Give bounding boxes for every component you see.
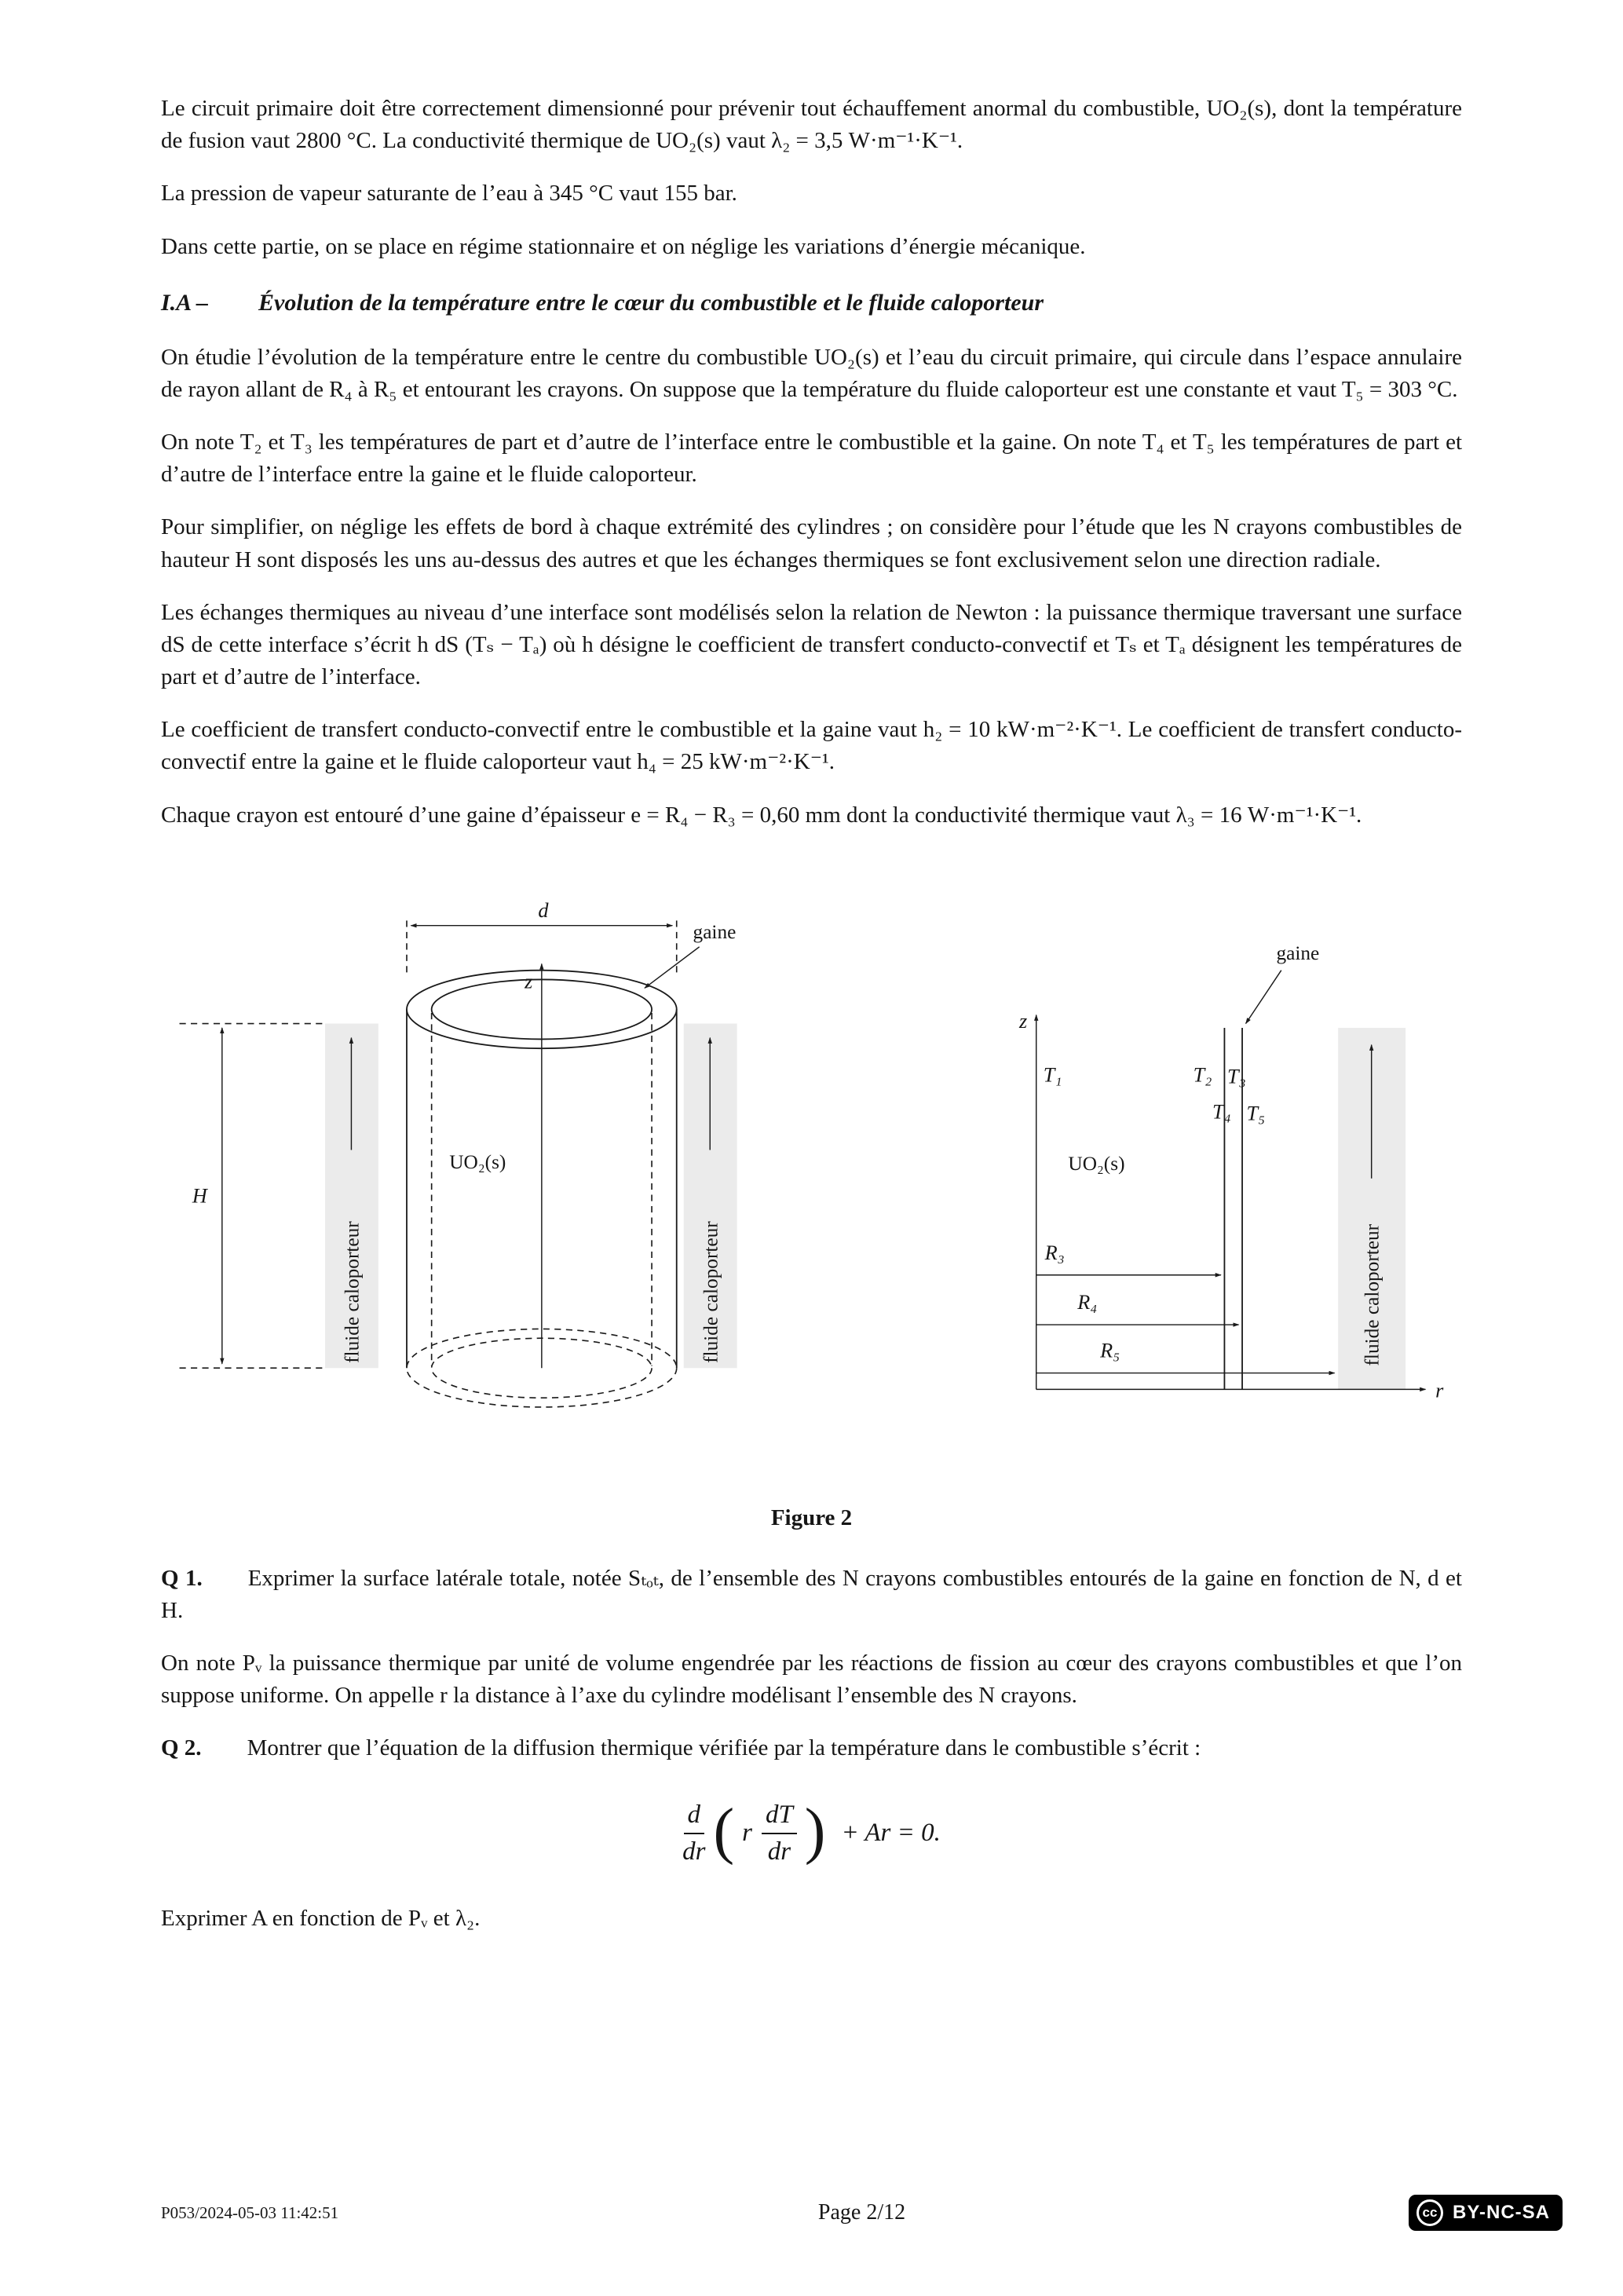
diameter-dimension (407, 899, 677, 974)
license-badge (1409, 2195, 1563, 2231)
fraction-numerator: d (684, 1800, 705, 1834)
z-axis (524, 963, 542, 1368)
z-axis-label: z (1018, 1009, 1027, 1033)
temperature-T2-label: T₂ (1193, 1063, 1212, 1087)
radius-R5-label: R₅ (1099, 1339, 1120, 1362)
paragraph-saturation-pressure: La pression de vapeur saturante de l’eau à 345 °C vaut 155 bar. (161, 181, 737, 207)
section-title: Évolution de la température entre le cœur du combustible et le fluide caloporteur (258, 289, 1044, 316)
question-1 (161, 1563, 1462, 1627)
r-variable: r (742, 1819, 752, 1848)
diameter-label: d (538, 898, 549, 922)
paragraph-temperature-study: On étudie l’évolution de la température entre le centre du combustible UO₂(s) et l’eau du circuit primaire, qui circule dans l’espace annulaire de rayon allant de R₄ à R₅ et entourant les crayons. On suppose que la température du fluide caloporteur est une constante et vaut T₅ = 303 °C. (161, 344, 1462, 402)
figure (94, 858, 1462, 1494)
question-2 (161, 1732, 1462, 1764)
radius-R4 (1036, 1291, 1238, 1325)
coolant-label-right: fluide caloporteur (700, 1221, 722, 1363)
coolant-label-left: fluide caloporteur (341, 1221, 364, 1363)
document-stamp: P053/2024-05-03 11:42:51 (161, 2203, 339, 2222)
figure-caption: Figure 2 (770, 1504, 853, 1530)
fuel-label: UO₂(s) (449, 1150, 506, 1173)
license-label: BY-NC-SA (1452, 2202, 1550, 2223)
equation-tail: + Ar = 0. (841, 1819, 941, 1848)
page-number: Page 2/12 (817, 2200, 906, 2225)
paragraph-newton-relation: Les échanges thermiques au niveau d’une interface sont modélisés selon la relation de Newton : la puissance thermique traversant une surface dS de cette interface s’écrit h dS (Tₛ − Tₐ) où h désigne le coefficient de transfert conducto-convectif et Tₛ et Tₐ désignent les températures de part et d’autre de l’interface. (161, 599, 1462, 690)
cladding-pointer (645, 921, 736, 988)
coolant-label: fluide caloporteur (1361, 1223, 1384, 1366)
coolant-band (1338, 1028, 1406, 1389)
diffusion-equation (161, 1796, 1462, 1867)
paragraph-power-density: On note Pᵥ la puissance thermique par unité de volume engendrée par les réactions de fission au cœur des crayons combustibles et que l’on suppose uniforme. On appelle r la distance à l’axe du cylindre modélisant l’ensemble des N crayons. (161, 1651, 1462, 1709)
figure-right-radial-diagram (923, 858, 1462, 1494)
section-number: I.A – (161, 289, 209, 316)
paragraph-transfer-coefficients: Le coefficient de transfert conducto-convectif entre le combustible et la gaine vaut h₂ = 10 kW·m⁻²·K⁻¹. Le coefficient de transfert conducto-convectif entre la gaine et le fluide caloporteur vaut h₄ = 25 kW·m⁻²·K⁻¹. (161, 717, 1462, 775)
figure-left-cylinder-diagram (94, 858, 805, 1494)
temperature-derivative-fraction (762, 1800, 797, 1867)
question-2-label: Q 2. (161, 1735, 202, 1761)
fraction-denominator: dr (767, 1837, 791, 1866)
height-label: H (192, 1184, 207, 1208)
cladding-label: gaine (693, 920, 737, 943)
section-heading (161, 290, 1462, 316)
paragraph-radial-assumption: Pour simplifier, on néglige les effets de bord à chaque extrémité des cylindres ; on considère pour l’étude que les N crayons combustibles de hauteur H sont disposés les uns au-dessus des autres et que les échanges thermiques se font exclusivement selon une direction radiale. (161, 514, 1462, 572)
fuel-label: UO₂(s) (1067, 1152, 1125, 1175)
paragraph-cladding: Chaque crayon est entouré d’une gaine d’épaisseur e = R₄ − R₃ = 0,60 mm dont la conductivité thermique vaut λ₃ = 16 W·m⁻¹·K⁻¹. (161, 802, 1362, 828)
radius-R4-label: R₄ (1077, 1290, 1097, 1314)
radius-R3 (1036, 1241, 1220, 1275)
z-axis (1018, 1010, 1036, 1389)
radius-R5 (1036, 1339, 1334, 1373)
r-axis-label: r (1435, 1379, 1443, 1402)
paragraph-interface-temperatures: On note T₂ et T₃ les températures de part et d’autre de l’interface entre le combustible et la gaine. On note T₄ et T₅ les températures de part et d’autre de l’interface entre la gaine et le fluide caloporteur. (161, 430, 1462, 488)
question-2-text: Montrer que l’équation de la diffusion thermique vérifiée par la température dans le combustible s’écrit : (247, 1735, 1201, 1761)
coolant-band-right (684, 1023, 737, 1368)
temperature-T4-label: T₄ (1212, 1100, 1231, 1124)
radius-R3-label: R₃ (1044, 1241, 1065, 1264)
coolant-band-left (325, 1023, 378, 1368)
z-axis-label: z (525, 970, 533, 993)
temperature-T3-label: T₃ (1226, 1065, 1246, 1088)
open-paren: ( (713, 1796, 735, 1866)
fraction-denominator: dr (682, 1837, 706, 1866)
temperature-T1-label: T₁ (1043, 1063, 1062, 1087)
close-paren: ) (804, 1796, 826, 1866)
question-1-label: Q 1. (161, 1565, 203, 1591)
question-1-text: Exprimer la surface latérale totale, notée Sₜₒₜ, de l’ensemble des N crayons combustibles entourés de la gaine en fonction de N, d et H. (161, 1565, 1462, 1623)
paragraph-fuel-melting: Le circuit primaire doit être correctement dimensionné pour prévenir tout échauffement anormal du combustible, UO₂(s), dont la température de fusion vaut 2800 °C. La conductivité thermique de UO₂(s) vaut λ₂ = 3,5 W·m⁻¹·K⁻¹. (161, 96, 1462, 154)
cladding-label: gaine (1276, 941, 1319, 964)
page-footer (161, 2192, 1563, 2233)
height-dimension (180, 1023, 325, 1368)
derivative-fraction (682, 1800, 705, 1867)
cladding-pointer (1245, 942, 1319, 1023)
paragraph-steady-state: Dans cette partie, on se place en régime stationnaire et on néglige les variations d’énergie mécanique. (161, 233, 1086, 259)
temperature-T5-label: T₅ (1246, 1102, 1265, 1125)
paragraph-express-A: Exprimer A en fonction de Pᵥ et λ₂. (161, 1906, 481, 1932)
fraction-numerator: dT (762, 1800, 797, 1834)
cc-icon: cc (1416, 2199, 1443, 2226)
